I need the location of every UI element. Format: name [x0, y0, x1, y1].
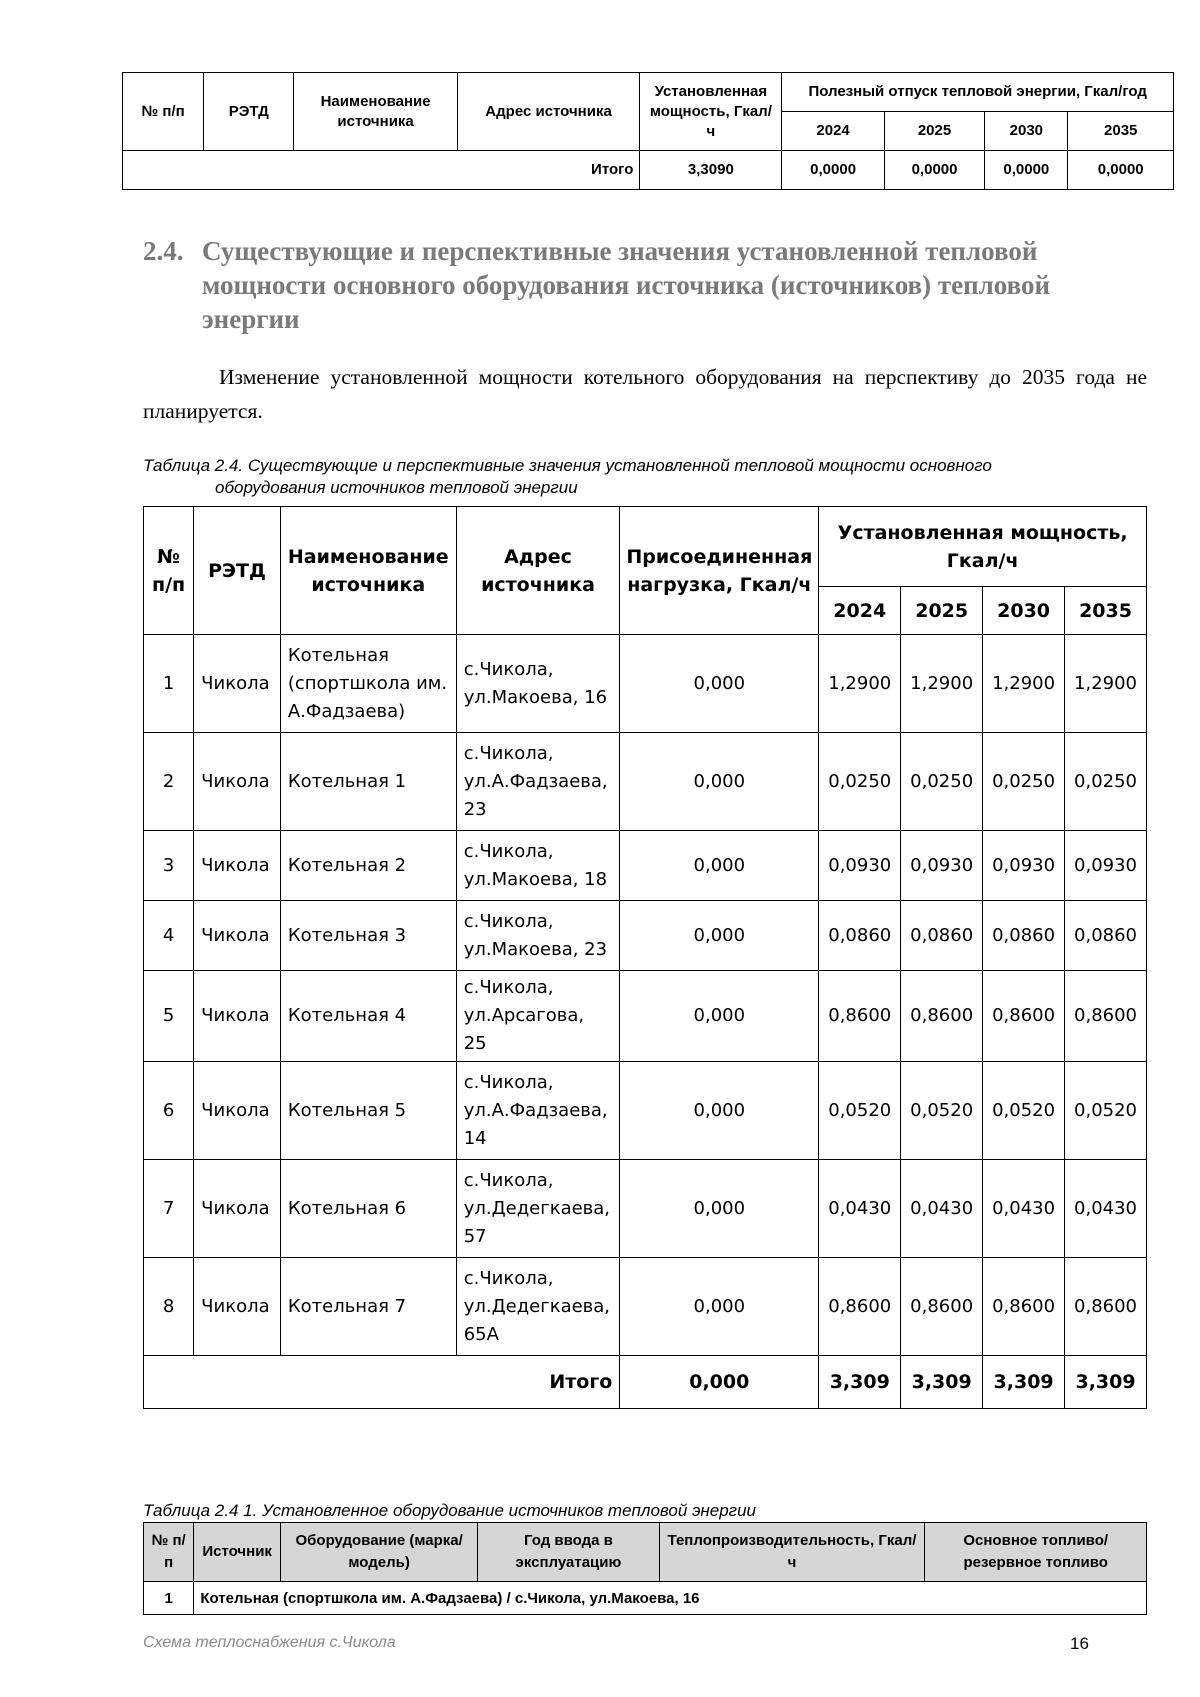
cell-y2030: 0,8600: [983, 1258, 1065, 1356]
cell-y2025: 0,0520: [901, 1062, 983, 1160]
cell-name: Котельная 5: [280, 1062, 456, 1160]
footer-title: Схема теплоснабжения с.Чикола: [143, 1634, 396, 1651]
total-label: Итого: [123, 151, 640, 190]
total-label: Итого: [144, 1356, 620, 1409]
page-number: 16: [1070, 1634, 1089, 1653]
equipment-table: [143, 1522, 1147, 1615]
col-header-productivity: Теплопроизводительность, Гкал/ч: [659, 1523, 925, 1582]
col-header-num: № п/п: [144, 507, 194, 635]
cell-num: 3: [144, 831, 194, 901]
cell-retd: Чикола: [194, 1258, 281, 1356]
total-value: 0,0000: [782, 151, 884, 190]
cell-y2025: 0,0930: [901, 831, 983, 901]
cell-y2035: 1,2900: [1065, 635, 1147, 733]
cell-name: Котельная 7: [280, 1258, 456, 1356]
useful-output-table: [122, 72, 1174, 190]
cell-y2024: 0,0520: [819, 1062, 901, 1160]
col-header-num: № п/п: [123, 73, 204, 151]
cell-y2030: 0,0930: [983, 831, 1065, 901]
cell-y2030: 1,2900: [983, 635, 1065, 733]
col-header-fuel: Основное топливо/ резервное топливо: [925, 1523, 1147, 1582]
table-row: [144, 1258, 1147, 1356]
table-row: [144, 971, 1147, 1062]
total-row: [123, 151, 1174, 190]
col-header-year: 2024: [819, 587, 901, 635]
col-header-name: Наименование источника: [280, 507, 456, 635]
col-header-num: № п/п: [144, 1523, 194, 1582]
col-header-name: Наименование источника: [294, 73, 457, 151]
col-header-retd: РЭТД: [204, 73, 294, 151]
table-caption: [143, 455, 1153, 499]
cell-num: 8: [144, 1258, 194, 1356]
cell-name: Котельная 1: [280, 733, 456, 831]
cell-y2024: 1,2900: [819, 635, 901, 733]
cell-y2025: 0,8600: [901, 1258, 983, 1356]
cell-y2035: 0,0860: [1065, 901, 1147, 971]
cell-num: 4: [144, 901, 194, 971]
total-value: 0,0000: [1068, 151, 1174, 190]
cell-name: Котельная 3: [280, 901, 456, 971]
cell-y2035: 0,8600: [1065, 1258, 1147, 1356]
capacity-table: [143, 506, 1147, 1409]
section-title-line-1: Существующие и перспективные значения установленной тепловой: [202, 236, 1038, 266]
cell-address: с.Чикола, ул.Арсагова, 25: [456, 971, 620, 1062]
col-header-capacity: Установленная мощность, Гкал/ч: [640, 73, 782, 151]
col-header-load: Присоединенная нагрузка, Гкал/ч: [620, 507, 819, 635]
col-header-useful-output: Полезный отпуск тепловой энергии, Гкал/год: [782, 73, 1174, 112]
group-row: [144, 1582, 1147, 1615]
cell-address: с.Чикола, ул.Дедегкаева, 57: [456, 1160, 620, 1258]
col-header-capacity: Установленная мощность, Гкал/ч: [819, 507, 1147, 587]
col-header-year: 2024: [782, 112, 884, 151]
col-header-year: 2035: [1065, 587, 1147, 635]
cell-y2030: 0,0520: [983, 1062, 1065, 1160]
cell-y2024: 0,0930: [819, 831, 901, 901]
body-paragraph: Изменение установленной мощности котельного оборудования на перспективу до 2035 года не планируется.: [143, 365, 1147, 423]
total-2035: 3,309: [1065, 1356, 1147, 1409]
cell-y2035: 0,0430: [1065, 1160, 1147, 1258]
col-header-source: Источник: [194, 1523, 281, 1582]
cell-y2024: 0,0860: [819, 901, 901, 971]
cell-num: 1: [144, 635, 194, 733]
section-title-line-3: энергии: [202, 304, 300, 334]
cell-y2030: 0,0430: [983, 1160, 1065, 1258]
cell-address: с.Чикола, ул.Макоева, 18: [456, 831, 620, 901]
col-header-retd: РЭТД: [194, 507, 281, 635]
col-header-equipment: Оборудование (марка/модель): [280, 1523, 477, 1582]
cell-name: Котельная 4: [280, 971, 456, 1062]
table-row: [144, 733, 1147, 831]
cell-retd: Чикола: [194, 901, 281, 971]
total-2025: 3,309: [901, 1356, 983, 1409]
cell-name: Котельная 6: [280, 1160, 456, 1258]
cell-y2025: 0,8600: [901, 971, 983, 1062]
cell-num: 6: [144, 1062, 194, 1160]
col-header-year: Год ввода в эксплуатацию: [478, 1523, 659, 1582]
total-load: 0,000: [620, 1356, 819, 1409]
cell-load: 0,000: [620, 635, 819, 733]
cell-y2025: 0,0860: [901, 901, 983, 971]
cell-y2035: 0,0520: [1065, 1062, 1147, 1160]
cell-address: с.Чикола, ул.А.Фадзаева, 23: [456, 733, 620, 831]
cell-y2030: 0,8600: [983, 971, 1065, 1062]
cell-load: 0,000: [620, 1062, 819, 1160]
cell-y2025: 0,0430: [901, 1160, 983, 1258]
cell-name: Котельная 2: [280, 831, 456, 901]
total-capacity: 3,3090: [640, 151, 782, 190]
cell-num: 2: [144, 733, 194, 831]
caption-line-2: оборудования источников тепловой энергии: [215, 478, 578, 497]
cell-address: с.Чикола, ул.Макоева, 16: [456, 635, 620, 733]
cell-retd: Чикола: [194, 733, 281, 831]
total-2030: 3,309: [983, 1356, 1065, 1409]
section-heading: [143, 234, 1103, 336]
group-num: 1: [144, 1582, 194, 1615]
total-row: [144, 1356, 1147, 1409]
col-header-year: 2025: [884, 112, 984, 151]
cell-y2035: 0,0930: [1065, 831, 1147, 901]
total-2024: 3,309: [819, 1356, 901, 1409]
total-value: 0,0000: [884, 151, 984, 190]
cell-y2035: 0,8600: [1065, 971, 1147, 1062]
cell-retd: Чикола: [194, 831, 281, 901]
total-value: 0,0000: [985, 151, 1068, 190]
cell-y2030: 0,0250: [983, 733, 1065, 831]
cell-y2035: 0,0250: [1065, 733, 1147, 831]
cell-y2024: 0,0250: [819, 733, 901, 831]
cell-load: 0,000: [620, 831, 819, 901]
cell-num: 7: [144, 1160, 194, 1258]
cell-load: 0,000: [620, 971, 819, 1062]
col-header-address: Адрес источника: [457, 73, 640, 151]
table-row: [144, 1062, 1147, 1160]
cell-y2024: 0,8600: [819, 971, 901, 1062]
cell-name: Котельная (спортшкола им. А.Фадзаева): [280, 635, 456, 733]
group-label: Котельная (спортшкола им. А.Фадзаева) / с.Чикола, ул.Макоева, 16: [194, 1582, 1147, 1615]
cell-retd: Чикола: [194, 635, 281, 733]
col-header-year: 2035: [1068, 112, 1174, 151]
cell-y2024: 0,0430: [819, 1160, 901, 1258]
cell-y2025: 0,0250: [901, 733, 983, 831]
cell-address: с.Чикола, ул.Дедегкаева, 65А: [456, 1258, 620, 1356]
cell-address: с.Чикола, ул.Макоева, 23: [456, 901, 620, 971]
table-row: [144, 831, 1147, 901]
col-header-year: 2030: [985, 112, 1068, 151]
cell-num: 5: [144, 971, 194, 1062]
cell-load: 0,000: [620, 901, 819, 971]
cell-retd: Чикола: [194, 1062, 281, 1160]
cell-load: 0,000: [620, 733, 819, 831]
col-header-year: 2025: [901, 587, 983, 635]
caption-line-1: Таблица 2.4. Существующие и перспективные значения установленной тепловой мощности основного: [143, 456, 992, 475]
col-header-address: Адрес источника: [456, 507, 620, 635]
table-row: [144, 635, 1147, 733]
cell-y2025: 1,2900: [901, 635, 983, 733]
table-row: [144, 1160, 1147, 1258]
section-title-line-2: мощности основного оборудования источника (источников) тепловой: [202, 270, 1051, 300]
cell-address: с.Чикола, ул.А.Фадзаева, 14: [456, 1062, 620, 1160]
table-row: [144, 901, 1147, 971]
col-header-year: 2030: [983, 587, 1065, 635]
cell-y2024: 0,8600: [819, 1258, 901, 1356]
cell-y2030: 0,0860: [983, 901, 1065, 971]
cell-retd: Чикола: [194, 971, 281, 1062]
section-number: 2.4.: [143, 236, 184, 266]
cell-load: 0,000: [620, 1160, 819, 1258]
cell-load: 0,000: [620, 1258, 819, 1356]
equipment-table-caption: Таблица 2.4 1. Установленное оборудование источников тепловой энергии: [143, 1501, 756, 1520]
cell-retd: Чикола: [194, 1160, 281, 1258]
